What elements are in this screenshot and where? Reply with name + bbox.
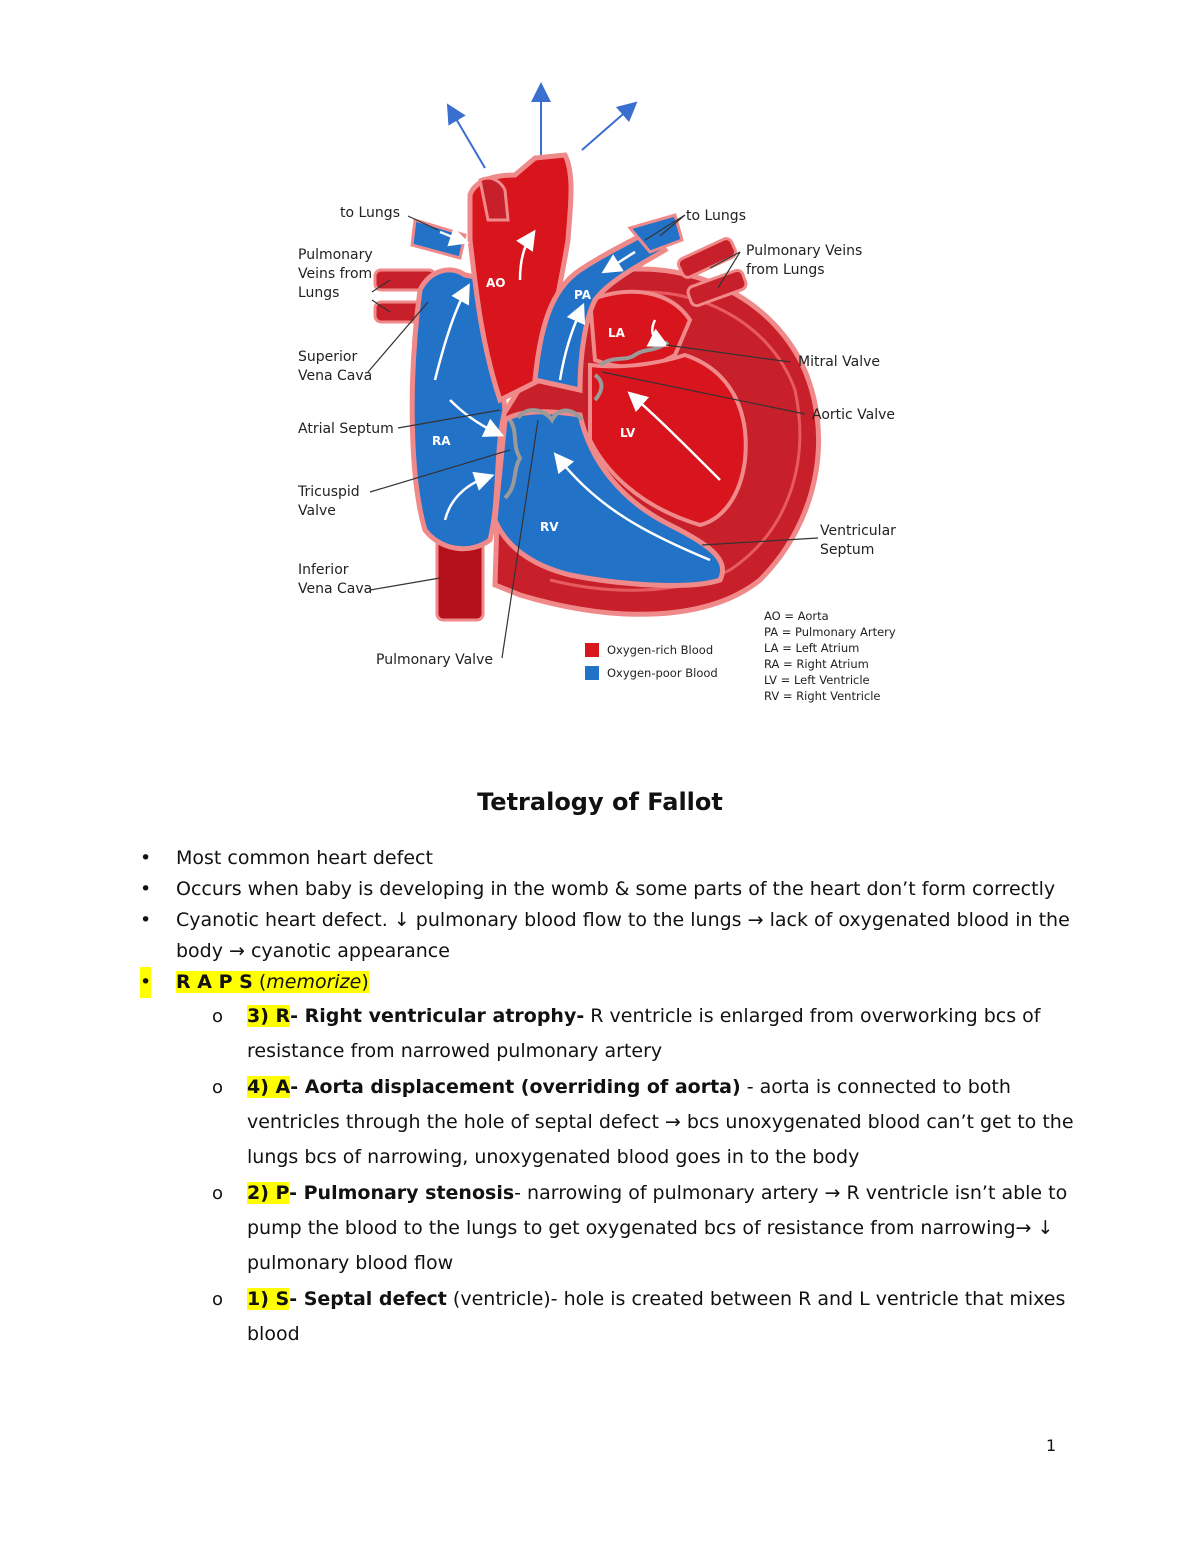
legend-oxygen-rich [585, 643, 713, 657]
bullet-dot-icon: • [140, 878, 152, 900]
bullet-circle-icon: o [212, 1183, 224, 1204]
bullet-dot-icon: • [140, 967, 151, 998]
label-to-lungs-right: to Lungs [686, 208, 746, 224]
list-item [140, 843, 1080, 874]
label-ventricular-septum: Ventricular Septum [820, 523, 896, 558]
label-pulmonary-veins-left: Pulmonary Veins from Lungs [298, 247, 373, 301]
abbr-la: LA = Left Atrium [764, 641, 860, 655]
raps-mnemonic: R A P S [176, 971, 253, 993]
list-item-text: Most common heart defect [176, 847, 433, 869]
sub-item-desc: - narrowing of pulmonary artery → R ventricle isn’t able to pump the blood to the lungs to get oxygenated bcs of resistance from narrowing→ ↓ pulmonary blood flow [247, 1182, 1068, 1274]
label-ao: AO [486, 276, 506, 290]
label-ra: RA [432, 434, 451, 448]
sub-item-code: 3) R [247, 1005, 291, 1027]
list-item-raps: • R A P S (memorize) [140, 967, 1080, 998]
list-item [140, 905, 1080, 967]
bullet-dot-icon: • [140, 909, 152, 931]
sub-item-desc: - aorta is connected to both ventricles through the hole of septal defect → bcs unoxygenated blood can’t get to the lungs bcs of narrowing, unoxygenated blood goes in to the body [247, 1076, 1074, 1168]
blood-flow-arrow-left [452, 112, 485, 168]
label-aortic-valve: Aortic Valve [812, 407, 896, 423]
sub-item-code: 2) P [247, 1182, 290, 1204]
sub-list-item [140, 1282, 1080, 1352]
sub-item-desc: R ventricle is enlarged from overworking bcs of resistance from narrowed pulmonary artery [247, 1005, 1041, 1062]
list-item [140, 874, 1080, 905]
legend-oxygen-poor [585, 666, 718, 680]
bullet-circle-icon: o [212, 1006, 224, 1027]
label-rv: RV [540, 520, 559, 534]
legend-oxygen-rich-label: Oxygen-rich Blood [607, 643, 714, 657]
sub-item-code: 1) S [247, 1288, 290, 1310]
abbr-pa: PA = Pulmonary Artery [764, 625, 896, 639]
abbr-lv: LV = Left Ventricle [764, 673, 870, 687]
bullet-list [140, 843, 1080, 1352]
label-superior-vena-cava: Superior Vena Cava [298, 349, 373, 384]
label-to-lungs-left: to Lungs [340, 205, 400, 221]
bullet-circle-icon: o [212, 1289, 224, 1310]
bullet-dot-icon: • [140, 847, 152, 869]
label-atrial-septum: Atrial Septum [298, 421, 394, 437]
heart-diagram [290, 80, 920, 710]
swatch-oxygen-rich [585, 643, 599, 657]
sub-item-term: - Septal defect [289, 1288, 447, 1310]
page-title: Tetralogy of Fallot [477, 788, 723, 816]
label-tricuspid-valve: Tricuspid Valve [298, 484, 360, 519]
abbr-ra: RA = Right Atrium [764, 657, 869, 671]
abbr-ao: AO = Aorta [764, 609, 829, 623]
legend-oxygen-poor-label: Oxygen-poor Blood [607, 666, 718, 680]
label-lv: LV [620, 426, 636, 440]
sub-item-desc: (ventricle)- hole is created between R and L ventricle that mixes blood [247, 1288, 1066, 1345]
label-pulmonary-veins-right: Pulmonary Veins from Lungs [746, 243, 863, 278]
sub-list-item [140, 999, 1080, 1069]
label-pa: PA [574, 288, 591, 302]
sub-list-item [140, 1176, 1080, 1281]
sub-item-term: - Aorta displacement (overriding of aorta) [290, 1076, 741, 1098]
list-item-text: Cyanotic heart defect. ↓ pulmonary blood flow to the lungs → lack of oxygenated blood in the body → cyanotic appearance [176, 909, 1070, 962]
left-atrium [590, 292, 690, 367]
sub-item-term: - Right ventricular atrophy- [290, 1005, 585, 1027]
page-number: 1 [1046, 1436, 1057, 1455]
label-la: LA [608, 326, 625, 340]
abbreviation-list [764, 608, 896, 704]
label-inferior-vena-cava: Inferior Vena Cava [298, 562, 373, 597]
label-mitral-valve: Mitral Valve [798, 354, 880, 370]
abbr-rv: RV = Right Ventricle [764, 689, 881, 703]
swatch-oxygen-poor [585, 666, 599, 680]
blood-flow-arrow-right [582, 108, 630, 150]
sub-item-code: 4) A [247, 1076, 291, 1098]
bullet-circle-icon: o [212, 1077, 224, 1098]
list-item-text: Occurs when baby is developing in the womb & some parts of the heart don’t form correctly [176, 878, 1056, 900]
sub-item-term: - Pulmonary stenosis [289, 1182, 515, 1204]
sub-list-item [140, 1070, 1080, 1175]
label-pulmonary-valve: Pulmonary Valve [376, 652, 493, 668]
raps-note: memorize [266, 971, 362, 993]
